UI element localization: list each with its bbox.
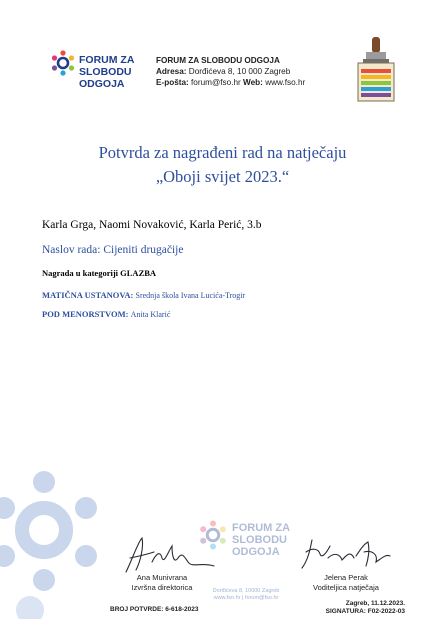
- signer-right: [296, 573, 396, 592]
- web-value: www.fso.hr: [265, 78, 306, 87]
- signer-left-name: Ana Munivrana: [136, 573, 188, 582]
- signature-left: [118, 532, 218, 578]
- forum-logo: [50, 50, 150, 95]
- stamp-address: [186, 588, 306, 602]
- address-value: Dorđićeva 8, 10 000 Zagreb: [188, 67, 291, 76]
- stamp-address-line-1: Dorđićeva 8, 10000 Zagreb: [212, 588, 280, 594]
- stamp-line-1: FORUM ZA: [232, 522, 291, 534]
- organization-info: [156, 55, 305, 88]
- logo-line-2: SLOBODU: [79, 66, 132, 78]
- logo-line-3: ODGOJA: [79, 78, 125, 90]
- address-label: Adresa:: [156, 67, 187, 76]
- issue-date: Zagreb, 11.12.2023.: [345, 600, 405, 607]
- authors: Karla Grga, Naomi Novaković, Karla Perić, 3.b: [42, 219, 262, 231]
- mentor-value: Anita Klarić: [130, 310, 171, 319]
- stamp-address-line-2: www.fso.hr | forum@fso.hr: [213, 595, 279, 601]
- paintbrush-icon: [352, 36, 400, 106]
- institution-label: MATIČNA USTANOVA:: [42, 290, 134, 300]
- signature-code: SIGNATURA: F02-2022-03: [325, 608, 405, 615]
- work-title-label: Naslov rada:: [42, 244, 101, 256]
- org-contact: [156, 77, 305, 88]
- email-value: forum@fso.hr: [191, 78, 241, 87]
- org-name: FORUM ZA SLOBODU ODGOJA: [156, 56, 280, 65]
- stamp-line-3: ODGOJA: [232, 546, 280, 558]
- title-line-1: Potvrda za nagrađeni rad na natječaju: [98, 143, 347, 162]
- logo-line-1: FORUM ZA: [79, 54, 135, 66]
- home-institution: [42, 290, 245, 300]
- work-title: [42, 244, 184, 256]
- forum-logo-icon: [50, 50, 76, 76]
- signer-right-role: Voditeljica natječaja: [313, 582, 379, 592]
- stamp-text: [232, 522, 290, 558]
- org-address: [156, 66, 305, 77]
- signature-right: [298, 532, 393, 576]
- decorative-circles: [0, 470, 120, 619]
- mentor-label: POD MENORSTVOM:: [42, 309, 129, 319]
- work-title-value: Cijeniti drugačije: [103, 244, 184, 256]
- stamp-line-2: SLOBODU: [232, 534, 287, 546]
- signer-right-name: Jelena Perak: [324, 573, 368, 582]
- institution-value: Srednja škola Ivana Lucića-Trogir: [135, 291, 246, 300]
- mentorship: [42, 309, 170, 319]
- email-label: E-pošta:: [156, 78, 189, 87]
- footer-right: [326, 600, 405, 616]
- web-label: Web:: [243, 78, 263, 87]
- certificate-title: [0, 141, 445, 189]
- title-line-2: „Oboji svijet 2023.“: [155, 167, 290, 186]
- logo-text: [79, 54, 134, 90]
- confirmation-number: BROJ POTVRDE: 6-618-2023: [110, 606, 199, 613]
- award-category: Nagrada u kategoriji GLAZBA: [42, 268, 157, 278]
- signer-left-role: Izvršna direktorica: [131, 582, 193, 592]
